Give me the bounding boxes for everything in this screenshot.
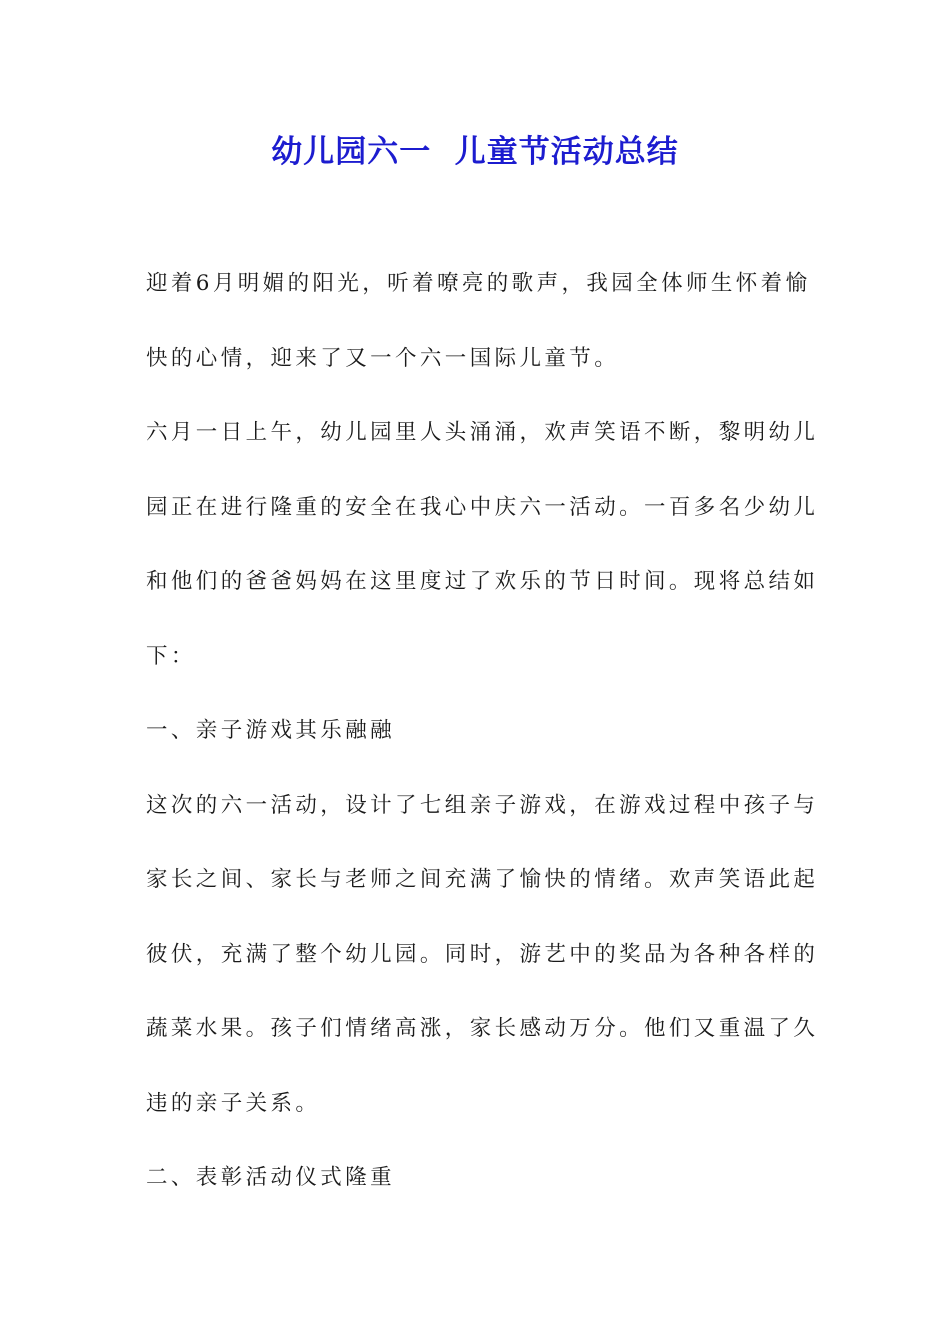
text-line: 迎着6月明媚的阳光，听着嘹亮的歌声，我园全体师生怀着愉 — [146, 271, 811, 296]
text-line: 彼伏，充满了整个幼儿园。同时，游艺中的奖品为各种各样的 — [146, 941, 819, 967]
text-line: 园正在进行隆重的安全在我心中庆六一活动。一百多名少幼儿 — [146, 494, 819, 520]
text-line: 快的心情，迎来了又一个六一国际儿童节。 — [146, 345, 620, 371]
text-line: 和他们的爸爸妈妈在这里度过了欢乐的节日时间。现将总结如 — [146, 569, 819, 594]
section-heading: 一、亲子游戏其乐融融 — [146, 718, 396, 743]
section-heading: 二、表彰活动仪式隆重 — [146, 1165, 396, 1190]
text-line: 违的亲子关系。 — [146, 1090, 321, 1116]
page-title: 幼儿园六一 儿童节活动总结 — [271, 134, 679, 170]
text-line: 六月一日上午，幼儿园里人头涌涌，欢声笑语不断，黎明幼儿 — [146, 420, 819, 445]
document-body — [146, 261, 819, 1230]
text-line: 家长之间、家长与老师之间充满了愉快的情绪。欢声笑语此起 — [146, 867, 819, 892]
text-line: 下： — [146, 643, 196, 669]
text-line: 这次的六一活动，设计了七组亲子游戏，在游戏过程中孩子与 — [146, 792, 819, 818]
text-line: 蔬菜水果。孩子们情绪高涨，家长感动万分。他们又重温了久 — [146, 1016, 819, 1041]
